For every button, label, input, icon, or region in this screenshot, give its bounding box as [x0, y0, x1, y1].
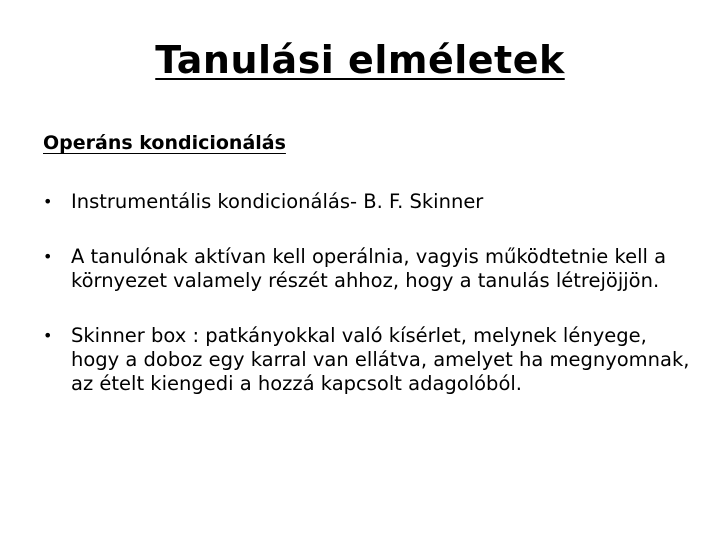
bullet-text: A tanulónak aktívan kell operálnia, vagyis működtetnie kell a környezet valamely részét ahhoz, hogy a tanulás létrejöjjön. — [71, 245, 667, 292]
bullet-item — [43, 324, 693, 396]
bullet-marker: • — [43, 326, 53, 345]
bullet-marker: • — [43, 192, 53, 211]
slide-subtitle: Operáns kondicionálás — [43, 132, 286, 154]
slide-title: Tanulási elméletek — [155, 38, 565, 82]
bullet-text: Instrumentális kondicionálás- B. F. Skinner — [71, 190, 484, 213]
bullet-item — [43, 245, 693, 293]
bullet-marker: • — [43, 247, 53, 266]
bullet-list — [43, 190, 693, 427]
bullet-item — [43, 190, 693, 214]
bullet-text: Skinner box : patkányokkal való kísérlet, melynek lényege, hogy a doboz egy karral van ellátva, amelyet ha megnyomnak, az ételt kiengedi a hozzá kapcsolt adagolóból. — [71, 324, 690, 395]
